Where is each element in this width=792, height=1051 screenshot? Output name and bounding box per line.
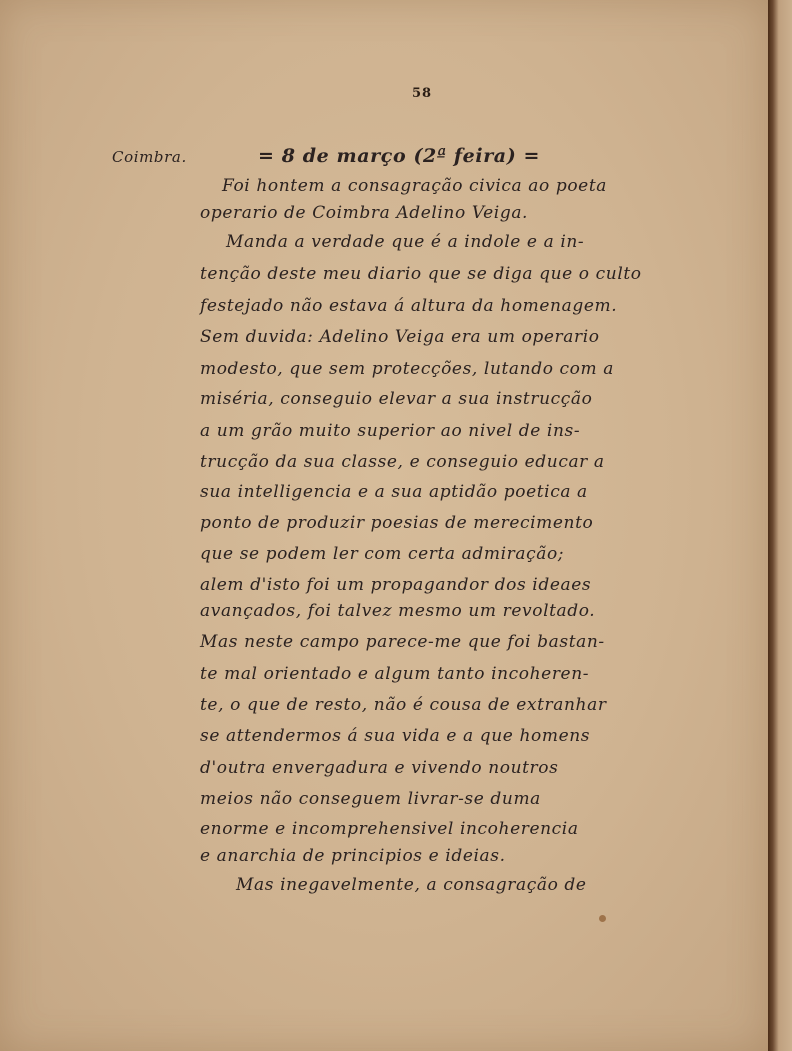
manuscript-line: se attendermos á sua vida e a que homens [200,726,591,746]
manuscript-line: sua intelligencia e a sua aptidão poetica a [200,482,588,502]
manuscript-line: operario de Coimbra Adelino Veiga. [200,203,529,223]
manuscript-line: d'outra envergadura e vivendo noutros [200,758,559,778]
entry-date-heading: = 8 de março (2ª feira) = [258,145,541,167]
manuscript-line: enorme e incomprehensivel incoherencia [200,819,579,839]
adjacent-page-edge [768,0,792,1051]
manuscript-line: te mal orientado e algum tanto incoheren- [200,664,590,684]
manuscript-line: meios não conseguem livrar-se duma [200,789,541,809]
manuscript-line: Sem duvida: Adelino Veiga era um operario [200,327,600,347]
manuscript-line: ponto de produzir poesias de merecimento [200,513,594,533]
manuscript-line: a um grão muito superior ao nivel de ins- [200,421,581,441]
manuscript-line: Mas neste campo parece-me que foi bastan- [200,632,605,652]
manuscript-line: Manda a verdade que é a indole e a in- [226,232,585,252]
paper-stain [599,915,606,922]
manuscript-line: Foi hontem a consagração civica ao poeta [222,176,608,196]
manuscript-line: tenção deste meu diario que se diga que o culto [200,264,642,284]
manuscript-line: avançados, foi talvez mesmo um revoltado. [200,601,596,621]
manuscript-line: trucção da sua classe, e conseguio educar a [200,452,605,472]
manuscript-line: modesto, que sem protecções, lutando com a [200,359,614,379]
manuscript-line: te, o que de resto, não é cousa de extranhar [200,695,607,715]
manuscript-line: que se podem ler com certa admiração; [200,544,565,564]
margin-place-name: Coimbra. [112,148,187,166]
manuscript-line: alem d'isto foi um propagandor dos ideaes [200,575,592,595]
manuscript-line: miséria, conseguio elevar a sua instrucção [200,389,593,409]
manuscript-line: Mas inegavelmente, a consagração de [236,875,587,895]
page-number: 58 [412,86,433,101]
manuscript-line: festejado não estava á altura da homenagem. [200,296,618,316]
manuscript-line: e anarchia de principios e ideias. [200,846,506,866]
